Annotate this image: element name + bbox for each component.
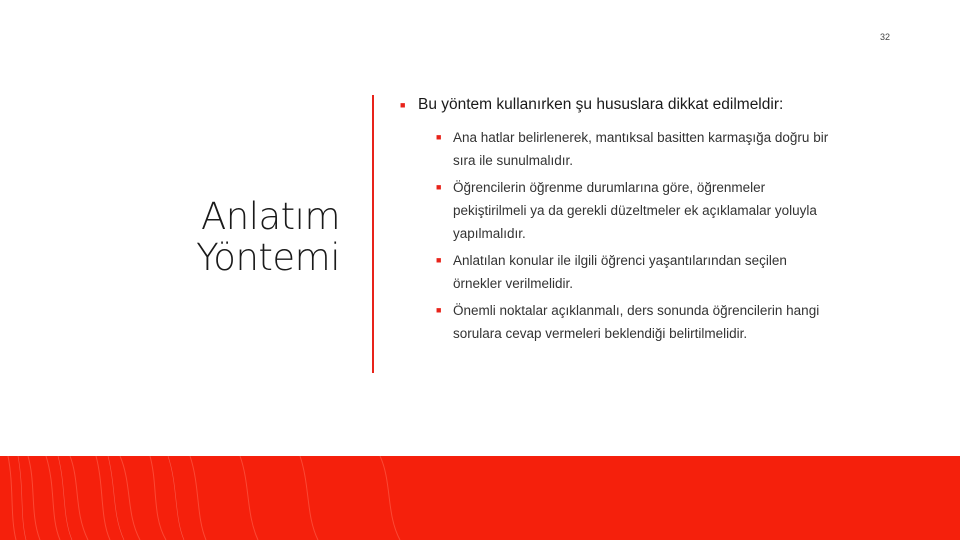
sub-bullet-list [436, 126, 830, 345]
square-bullet-icon: ■ [400, 100, 406, 110]
page-number: 32 [879, 32, 890, 42]
square-bullet-icon: ■ [436, 132, 442, 142]
sub-bullet-text: Ana hatlar belirlenerek, mantıksal basitten karmaşığa doğru bir sıra ile sunulmalıdır. [453, 130, 829, 168]
sub-bullet-text: Anlatılan konular ile ilgili öğrenci yaşantılarından seçilen örnekler verilmelidir. [453, 253, 787, 291]
slide-title-line-2: Yöntemi [196, 236, 340, 279]
sub-bullet [436, 176, 830, 245]
sub-bullet-text: Öğrencilerin öğrenme durumlarına göre, öğrenmeler pekiştirilmeli ya da gerekli düzeltmeler ek açıklamalar yoluyla yapılmalıdır. [453, 180, 817, 241]
square-bullet-icon: ■ [436, 305, 442, 315]
main-bullet [400, 93, 830, 116]
sub-bullet [436, 249, 830, 295]
footer-decoration [0, 456, 960, 540]
vertical-divider [372, 95, 374, 373]
bullet-content [400, 93, 830, 349]
square-bullet-icon: ■ [436, 255, 442, 265]
slide-title [150, 196, 340, 278]
sub-bullet [436, 126, 830, 172]
slide-title-line-1: Anlatım [200, 195, 340, 238]
main-bullet-text: Bu yöntem kullanırken şu hususlara dikkat edilmeldir: [418, 96, 784, 113]
footer-band [0, 456, 960, 540]
sub-bullet-text: Önemli noktalar açıklanmalı, ders sonunda öğrencilerin hangi sorulara cevap vermeleri beklendiği belirtilmelidir. [453, 303, 820, 341]
square-bullet-icon: ■ [436, 182, 442, 192]
sub-bullet [436, 299, 830, 345]
